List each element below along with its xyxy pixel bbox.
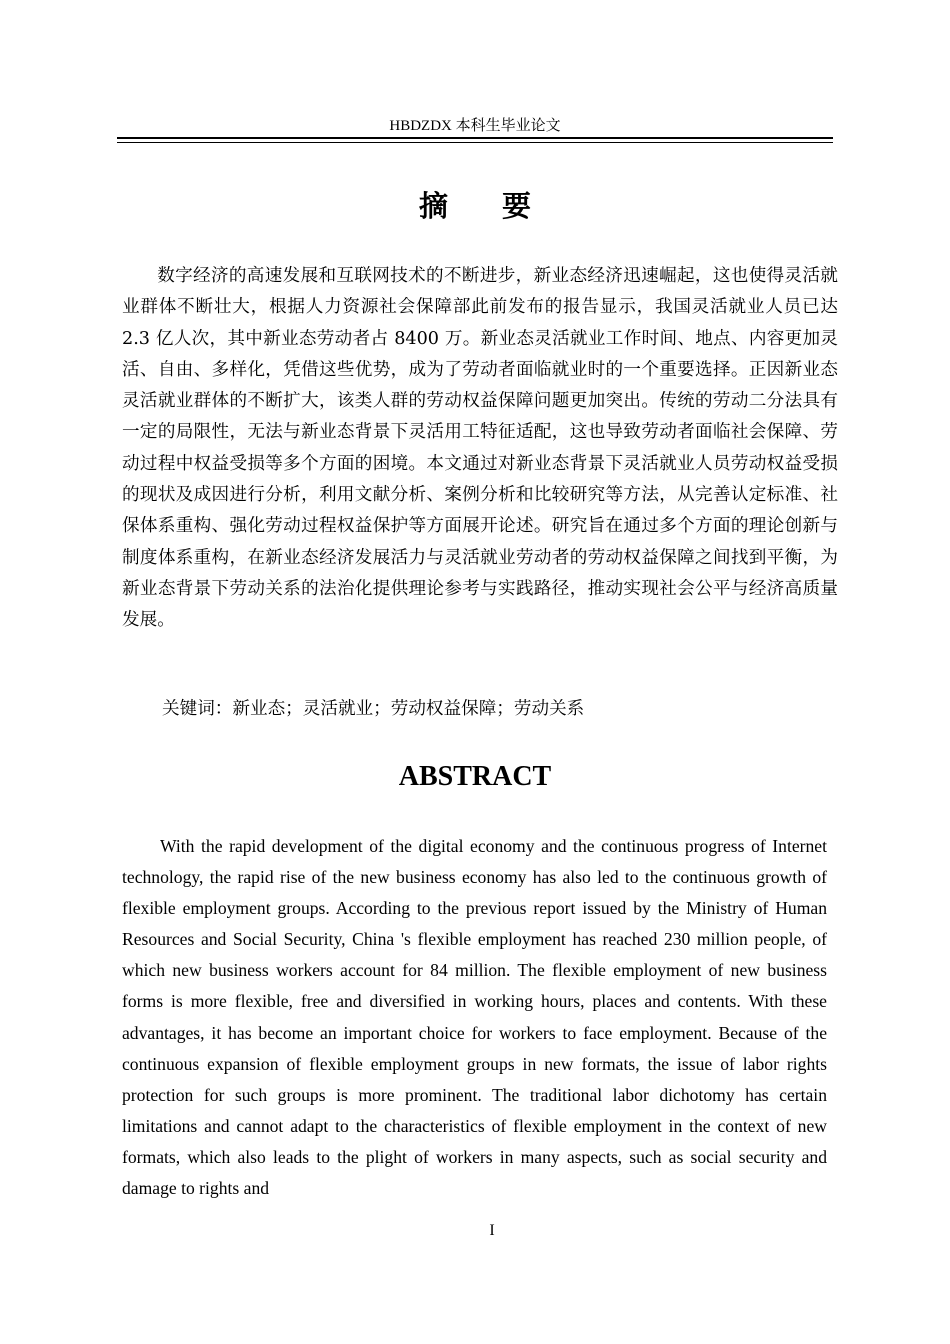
running-header: HBDZDX 本科生毕业论文 [389, 118, 561, 134]
abstract-title-en: ABSTRACT [398, 761, 552, 792]
keywords-cn: 关键词：新业态；灵活就业；劳动权益保障；劳动关系 [162, 699, 585, 719]
abstract-title-cn: 摘 要 [418, 189, 554, 223]
abstract-body-cn: 数字经济的高速发展和互联网技术的不断进步，新业态经济迅速崛起，这也使得灵活就业群体不断壮大，根据人力资源社会保障部此前发布的报告显示，我国灵活就业人员已达 2.3 亿人次，其中新业态劳动者占 8400 万。新业态灵活就业工作时间、地点、内容更加灵活、自由、多样化，凭借这些优势，成为了劳动者面临就业时的一个重要选择。正因新业态灵活就业群体的不断扩大，该类人群的劳动权益保障问题更加突出。传统的劳动二分法具有一定的局限性，无法与新业态背景下灵活用工特征适配，这也导致劳动者面临社会保障、劳动过程中权益受损等多个方面的困境。本文通过对新业态背景下灵活就业人员劳动权益受损的现状及成因进行分析，利用文献分析、案例分析和比较研究等方法，从完善认定标准、社保体系重构、强化劳动过程权益保护等方面展开论述。研究旨在通过多个方面的理论创新与制度体系重构，在新业态经济发展活力与灵活就业劳动者的劳动权益保障之间找到平衡，为新业态背景下劳动关系的法治化提供理论参考与实践路径，推动实现社会公平与经济高质量发展。 [122, 266, 838, 631]
abstract-body-en: With the rapid development of the digital economy and the continuous progress of Internet technology, the rapid rise of the new business economy has also led to the continuous growth of flexible employment groups. According to the previous report issued by the Ministry of Human Resources and Social Security, China 's flexible employment has reached 230 million people, of which new business workers account for 84 million. The flexible employment of new business forms is more flexible, free and diversified in working hours, places and contents. With these advantages, it has become an important choice for workers to face employment. Because of the continuous expansion of flexible employment groups in new formats, the issue of labor rights protection for such groups is more prominent. The traditional labor dichotomy has certain limitations and cannot adapt to the characteristics of flexible employment in the context of new formats, which also leads to the plight of workers in many aspects, such as social security and damage to rights and [122, 836, 827, 1199]
header-rule [117, 137, 833, 139]
page-number: I [489, 1222, 495, 1239]
header-rule-thin [117, 142, 833, 143]
